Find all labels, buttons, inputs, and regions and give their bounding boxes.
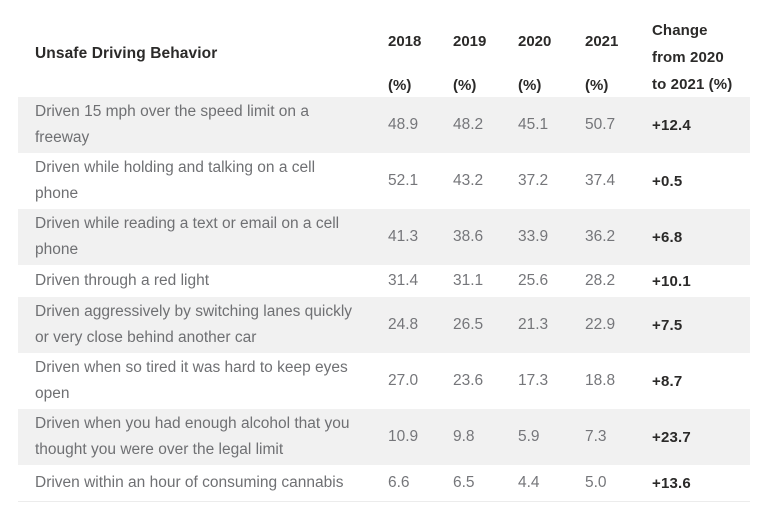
- column-header-behavior: Unsafe Driving Behavior: [35, 45, 218, 62]
- table-row: [18, 209, 750, 265]
- value-2021: 28.2: [585, 272, 616, 289]
- value-2020: 17.3: [518, 372, 549, 389]
- value-2021: 7.3: [585, 428, 607, 445]
- unsafe-driving-table: [18, 0, 750, 502]
- value-2019: 9.8: [453, 428, 475, 445]
- behavior-line: thought you were over the legal limit: [35, 441, 284, 458]
- column-header-change: [652, 17, 750, 98]
- change-value: +6.8: [652, 228, 683, 246]
- behavior-cell: [18, 468, 388, 498]
- value-2018: 24.8: [388, 316, 419, 333]
- behavior-line: Driven while reading a text or email on a cell: [35, 215, 340, 232]
- value-2019: 23.6: [453, 372, 484, 389]
- behavior-cell: [18, 353, 388, 409]
- value-2018: 48.9: [388, 116, 419, 133]
- value-2021: 22.9: [585, 316, 616, 333]
- table-row: [18, 97, 750, 153]
- value-2018: 6.6: [388, 474, 410, 491]
- column-header-2020: [518, 0, 585, 95]
- behavior-line: or very close behind another car: [35, 329, 257, 346]
- change-value: +10.1: [652, 272, 691, 290]
- year-label: 2018: [388, 33, 422, 50]
- value-2019: 48.2: [453, 116, 484, 133]
- behavior-cell: [18, 297, 388, 353]
- behavior-line: Driven while holding and talking on a cell: [35, 159, 316, 176]
- change-value: +23.7: [652, 428, 691, 446]
- behavior-line: phone: [35, 241, 79, 258]
- change-header-line: to 2021 (%): [652, 76, 733, 93]
- value-2021: 5.0: [585, 474, 607, 491]
- value-2021: 18.8: [585, 372, 616, 389]
- value-2020: 5.9: [518, 428, 540, 445]
- percent-unit-label: (%): [453, 77, 477, 94]
- behavior-line: Driven 15 mph over the speed limit on a: [35, 103, 309, 120]
- value-2020: 33.9: [518, 228, 549, 245]
- table-row: [18, 265, 750, 297]
- value-2021: 36.2: [585, 228, 616, 245]
- behavior-cell: [18, 409, 388, 465]
- value-2019: 26.5: [453, 316, 484, 333]
- column-header-2021: [585, 0, 652, 95]
- percent-unit-label: (%): [388, 77, 412, 94]
- value-2020: 4.4: [518, 474, 540, 491]
- percent-unit-label: (%): [518, 77, 542, 94]
- value-2018: 52.1: [388, 172, 419, 189]
- behavior-line: freeway: [35, 129, 90, 146]
- behavior-cell: [18, 153, 388, 209]
- change-value: +7.5: [652, 316, 683, 334]
- behavior-line: Driven within an hour of consuming cannabis: [35, 474, 344, 491]
- behavior-line: Driven when you had enough alcohol that you: [35, 415, 350, 432]
- change-value: +12.4: [652, 116, 691, 134]
- behavior-cell: [18, 209, 388, 265]
- behavior-cell: [18, 97, 388, 153]
- table-row: [18, 353, 750, 409]
- change-header-line: Change: [652, 22, 708, 39]
- value-2018: 31.4: [388, 272, 419, 289]
- table-row: [18, 153, 750, 209]
- behavior-cell: [18, 266, 388, 296]
- behavior-line: phone: [35, 185, 79, 202]
- change-header-line: from 2020: [652, 49, 724, 66]
- value-2020: 21.3: [518, 316, 549, 333]
- value-2021: 37.4: [585, 172, 616, 189]
- percent-unit-label: (%): [585, 77, 609, 94]
- change-value: +13.6: [652, 474, 691, 492]
- value-2019: 31.1: [453, 272, 484, 289]
- table-header-row: [18, 0, 750, 97]
- value-2020: 37.2: [518, 172, 549, 189]
- value-2018: 10.9: [388, 428, 419, 445]
- behavior-line: open: [35, 385, 70, 402]
- table-row: [18, 465, 750, 501]
- table-row: [18, 297, 750, 353]
- year-label: 2021: [585, 33, 619, 50]
- behavior-line: Driven through a red light: [35, 272, 210, 289]
- value-2019: 43.2: [453, 172, 484, 189]
- table-row: [18, 409, 750, 465]
- behavior-line: Driven aggressively by switching lanes quickly: [35, 303, 353, 320]
- value-2021: 50.7: [585, 116, 616, 133]
- year-label: 2019: [453, 33, 487, 50]
- value-2018: 27.0: [388, 372, 419, 389]
- value-2019: 38.6: [453, 228, 484, 245]
- value-2019: 6.5: [453, 474, 475, 491]
- column-header-2018: [388, 0, 453, 95]
- change-value: +8.7: [652, 372, 683, 390]
- behavior-line: Driven when so tired it was hard to keep eyes: [35, 359, 348, 376]
- value-2020: 25.6: [518, 272, 549, 289]
- change-value: +0.5: [652, 172, 683, 190]
- value-2020: 45.1: [518, 116, 549, 133]
- value-2018: 41.3: [388, 228, 419, 245]
- column-header-2019: [453, 0, 518, 95]
- year-label: 2020: [518, 33, 552, 50]
